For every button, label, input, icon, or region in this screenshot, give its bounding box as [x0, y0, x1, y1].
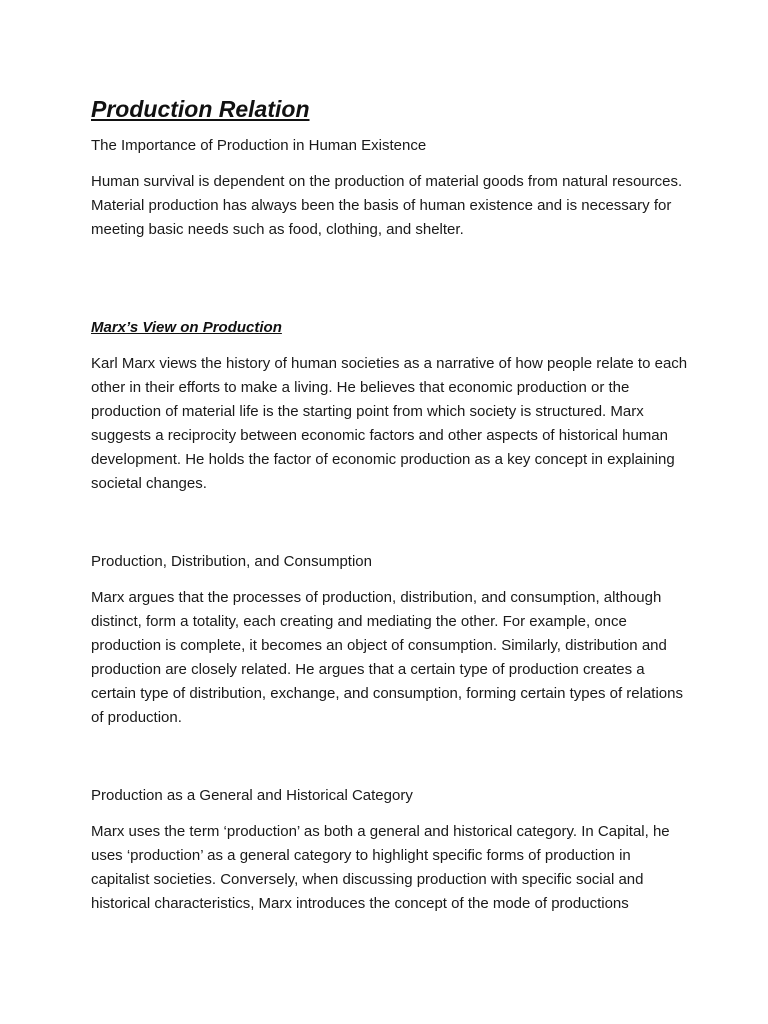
section-paragraph-general-historical: Marx uses the term ‘production’ as both a general and historical category. In Capital, he uses ‘production’ as a general category to highlight specific forms of production in capitalist societies. Conversely, when discussing production with specific social and historical characteristics, Marx introduces the concept of the mode of productions [91, 823, 670, 912]
spacer [91, 730, 691, 784]
section-heading-production-distribution: Production, Distribution, and Consumption [91, 553, 372, 570]
section-heading-general-historical: Production as a General and Historical Category [91, 787, 413, 804]
spacer [91, 242, 691, 316]
section-heading-marx-view: Marx’s View on Production [91, 319, 282, 336]
intro-heading: The Importance of Production in Human Existence [91, 137, 427, 154]
section-paragraph-marx-view: Karl Marx views the history of human societies as a narrative of how people relate to each other in their efforts to make a living. He believes that economic production or the production of material life is the starting point from which society is structured. Marx suggests a reciprocity between economic factors and other aspects of historical human development. He holds the factor of economic production as a key concept in explaining societal changes. [91, 355, 688, 492]
spacer [91, 808, 691, 820]
section-paragraph-production-distribution: Marx argues that the processes of production, distribution, and consumption, although distinct, form a totality, each creating and mediating the other. For example, once production is complete, it becomes an object of consumption. Similarly, distribution and production are closely related. He argues that a certain type of production creates a certain type of distribution, exchange, and consumption, forming certain types of relations of production. [91, 589, 683, 726]
spacer [91, 340, 691, 352]
document-title: Production Relation [91, 96, 310, 122]
spacer [91, 574, 691, 586]
intro-paragraph: Human survival is dependent on the production of material goods from natural resources. Material production has always been the basis of human existence and is necessary for meeting basic needs such as food, clothing, and shelter. [91, 173, 683, 238]
spacer [91, 158, 691, 170]
spacer [91, 496, 691, 550]
spacer [91, 126, 691, 134]
document-content [91, 92, 691, 916]
